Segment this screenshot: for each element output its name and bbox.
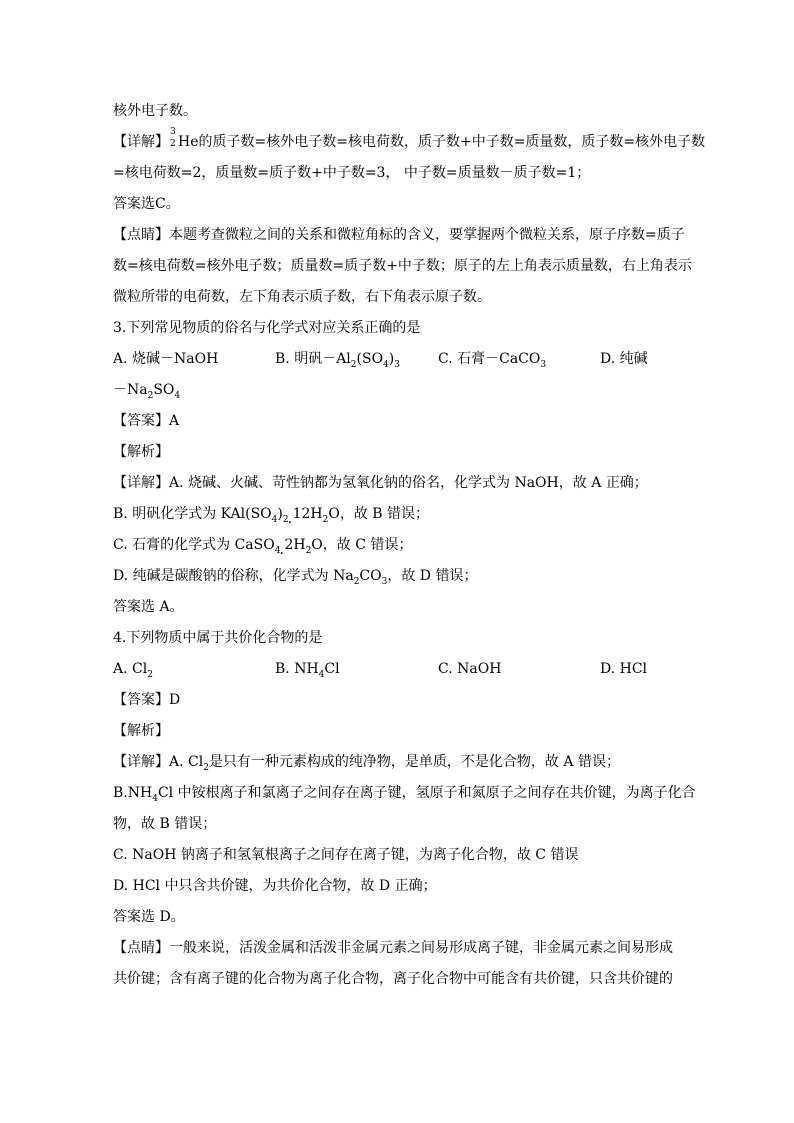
detail-a: 【详解】A. 烧碱、火碱、苛性钠都为氢氧化钠的俗名，化学式为 NaOH，故 A 正确； xyxy=(113,475,648,491)
option-d: D. 纯碱 xyxy=(600,351,648,367)
option-b: B. $NH_4Cl$ xyxy=(275,661,340,680)
nuclide-notation: 3 2 xyxy=(170,127,176,149)
detail-c: C. 石膏的化学式为 CaSO$_4$ $2H_2O$，故 C 错误； xyxy=(113,537,413,556)
detail-b-continued: 物，故 B 错误； xyxy=(113,816,217,832)
document-page xyxy=(113,96,706,995)
option-b: B. 明矾$-Al_2(SO_4)_3$ xyxy=(275,351,400,370)
tip-line: 【点睛】一般来说，活泼金属和活泼非金属元素之间易形成离子键，非金属元素之间易形成 xyxy=(113,940,673,956)
option-d-continued: $-Na_2SO_4$ xyxy=(113,382,181,401)
detail-b: $B.NH_4Cl$ 中铵根离子和氯离子之间存在离子键，氢原子和氮原子之间存在共价键，为离子化合 xyxy=(113,785,696,804)
text-line: 微粒所带的电荷数，左下角表示质子数，右下角表示原子数。 xyxy=(113,289,491,305)
option-d: D. HCl xyxy=(600,661,648,677)
answer-label: 【答案】D xyxy=(113,692,181,708)
question-4-stem: 4.下列物质中属于共价化合物的是 xyxy=(113,630,323,646)
option-a: A. 烧碱－NaOH xyxy=(113,351,219,367)
text-line: 核外电子数。 xyxy=(113,103,197,119)
option-a: A. $Cl_2$ xyxy=(113,661,153,680)
detail-c: C. NaOH 钠离子和氢氧根离子之间存在离子键，为离子化合物，故 C 错误 xyxy=(113,847,579,863)
question-3-stem: 3.下列常见物质的俗名与化学式对应关系正确的是 xyxy=(113,320,421,336)
text-line: 数=核电荷数=核外电子数；质量数=质子数+中子数；原子的左上角表示质量数，右上角表示 xyxy=(113,258,692,274)
text-line: 【详解】 3 2 He的质子数=核外电子数=核电荷数，质子数+中子数=质量数，质子数=核外电子数 xyxy=(113,127,706,150)
question-4-options xyxy=(113,654,683,685)
conclusion: 答案选 D。 xyxy=(113,909,185,925)
option-c: C. NaOH xyxy=(438,661,502,677)
tip-line: 共价键；含有离子键的化合物为离子化合物，离子化合物中可能含有共价键，只含共价键的 xyxy=(113,971,673,987)
analysis-label: 【解析】 xyxy=(113,444,169,460)
option-c: C. 石膏－CaCO$_3$ xyxy=(438,351,547,370)
conclusion: 答案选 A。 xyxy=(113,599,184,615)
text-line: 【点睛】本题考查微粒之间的关系和微粒角标的含义，要掌握两个微粒关系，原子序数=质子 xyxy=(113,227,685,243)
detail-b: B. 明矾化学式为 $KAl(SO_4)_2$ $12H_2O$，故 B 错误； xyxy=(113,506,430,525)
detail-d: D. 纯碱是碳酸钠的俗称，化学式为 $Na_2CO_3$，故 D 错误； xyxy=(113,568,478,587)
text-line: 答案选C。 xyxy=(113,196,180,212)
detail-a: 【详解】A. $Cl_2$是只有一种元素构成的纯净物，是单质，不是化合物，故 A 错误； xyxy=(113,754,620,773)
answer-label: 【答案】A xyxy=(113,413,180,429)
detail-d: D. HCl 中只含共价键，为共价化合物，故 D 正确； xyxy=(113,878,437,894)
text-line: =核电荷数=2，质量数=质子数+中子数=3， 中子数=质量数－质子数=1； xyxy=(113,165,591,181)
analysis-label: 【解析】 xyxy=(113,723,169,739)
question-3-options xyxy=(113,344,683,375)
